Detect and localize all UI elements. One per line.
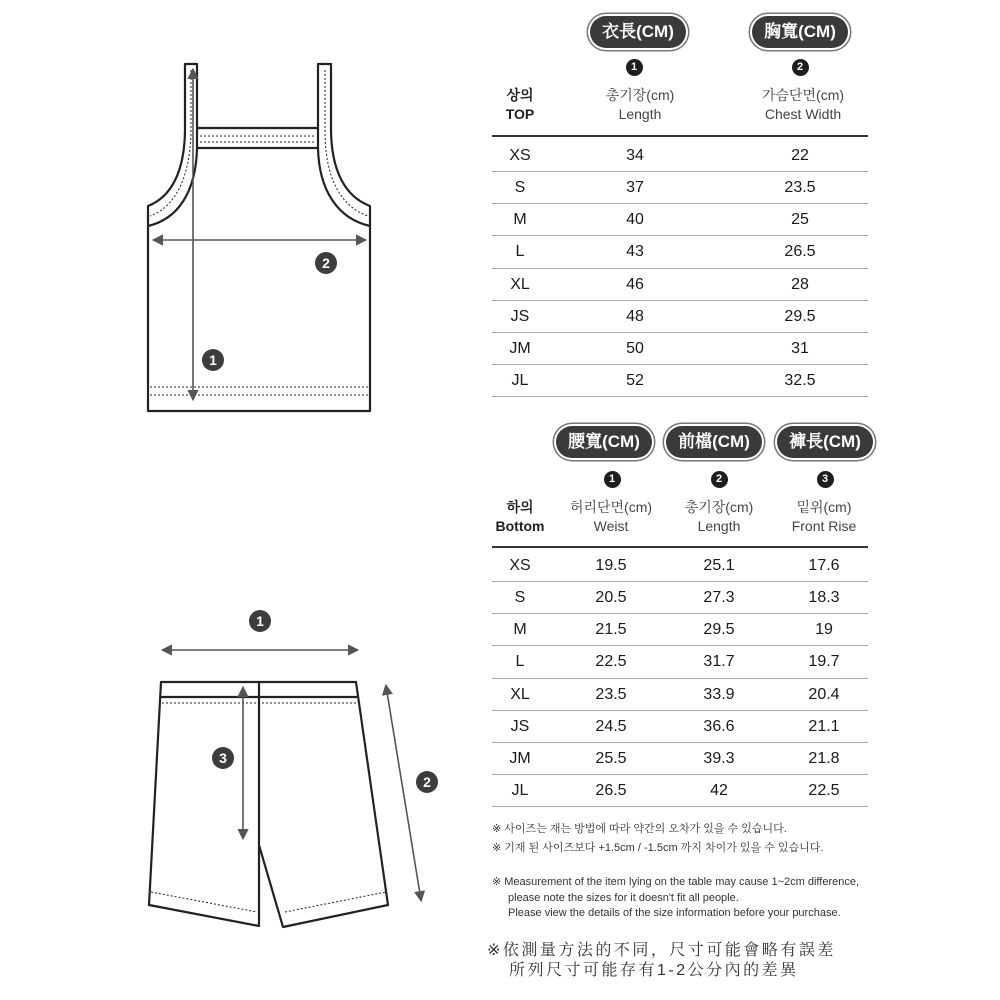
table-row [492,365,868,397]
column-label-en: Weist [593,518,629,534]
header-divider [492,135,868,137]
size-cell: M [513,621,527,639]
size-cell: JL [511,781,529,799]
column-label-ko: 밑위(cm) [796,499,852,515]
shorts-length-arrow [386,686,421,900]
value-cell: 17.6 [808,557,840,574]
top-stitching [150,70,368,395]
value-cell: 22.5 [595,653,627,671]
shorts-rise-marker [212,747,234,769]
header-marker: 1 [626,59,643,76]
shorts-outline [149,682,388,927]
rise-header-pill: 前檔(CM) [666,426,762,458]
value-cell: 21.5 [595,621,627,639]
value-cell: 23.5 [784,179,816,197]
size-cell: XS [509,557,531,574]
size-cell: JL [511,371,529,389]
value-cell: 19 [815,621,833,639]
column-header [764,498,884,536]
value-cell: 20.5 [595,589,627,607]
value-cell: 22 [791,147,809,164]
table-row [492,679,868,711]
table-row [492,140,868,172]
value-cell: 25 [791,211,809,229]
column-header [580,86,700,124]
value-cell: 19.7 [808,653,840,671]
value-cell: 24.5 [595,717,627,735]
value-cell: 21.8 [808,749,840,767]
table-row [492,582,868,614]
header-marker: 3 [817,471,834,488]
column-header [551,498,671,536]
marker-number: 3 [219,750,227,766]
size-cell: S [514,179,526,197]
size-cell: XS [509,147,531,164]
value-cell: 39.3 [703,749,735,767]
table-row [492,333,868,365]
table-row [492,711,868,743]
category-label-en: Bottom [495,518,545,534]
value-cell: 20.4 [808,685,840,703]
table-row [492,204,868,236]
header-marker: 1 [604,471,621,488]
size-cell: L [515,243,525,261]
value-cell: 21.1 [808,717,840,735]
waist-header-pill: 腰寬(CM) [556,426,652,458]
value-cell: 25.1 [703,557,735,574]
note-ko: ※ 기재 된 사이즈보다 +1.5cm / -1.5cm 까지 차이가 있을 수 있습니다. [492,842,824,854]
bottom-garment-drawing [149,682,388,927]
shorts-length-marker [416,771,438,793]
note-ko: ※ 사이즈는 재는 방법에 따라 약간의 오차가 있을 수 있습니다. [492,823,787,835]
table-row [492,775,868,807]
top-size-table [492,140,868,397]
header-marker: 2 [792,59,809,76]
column-label-en: Front Rise [791,518,857,534]
pants-length-header-pill: 褲長(CM) [777,426,873,458]
value-cell: 18.3 [808,589,840,607]
top-length-marker [202,349,224,371]
column-header [743,86,863,124]
value-cell: 31 [791,339,809,357]
size-cell: JM [509,749,531,767]
value-cell: 52 [626,371,644,389]
measurement-arrows [154,70,421,900]
column-label-ko: 총기장(cm) [684,499,754,515]
category-label-ko: 하의 [506,499,534,515]
column-label-ko: 허리단면(cm) [569,499,653,515]
size-cell: JM [509,339,531,357]
header-marker: 2 [711,471,728,488]
top-chest-header-pill: 胸寬(CM) [752,16,848,48]
value-cell: 33.9 [703,685,735,703]
value-cell: 34 [626,147,644,164]
column-label-en: Chest Width [764,106,842,122]
value-cell: 48 [626,307,644,325]
shorts-waist-marker [249,610,271,632]
table-row [492,646,868,678]
size-cell: L [515,653,525,671]
value-cell: 22.5 [808,781,840,799]
column-label-ko: 가슴단면(cm) [761,87,845,103]
garment-diagrams [0,0,480,1000]
marker-number: 1 [209,352,217,368]
value-cell: 42 [710,781,728,799]
size-cell: XL [510,685,530,703]
note-en: Please view the details of the size information before your purchase. [508,907,841,919]
size-cell: S [514,589,526,607]
value-cell: 26.5 [595,781,627,799]
category-label-ko: 상의 [506,87,534,103]
table-row [492,743,868,775]
size-cell: XL [510,275,530,293]
note-zh: 所列尺寸可能存有1-2公分內的差異 [509,962,799,979]
value-cell: 23.5 [595,685,627,703]
table-row [492,269,868,301]
value-cell: 40 [626,211,644,229]
value-cell: 46 [626,275,644,293]
table-row [492,236,868,268]
top-category-header [488,86,552,124]
top-length-header-pill: 衣長(CM) [590,16,686,48]
note-en: please note the sizes for it doesn't fit all people. [508,892,739,904]
value-cell: 32.5 [784,371,816,389]
value-cell: 29.5 [784,307,816,325]
value-cell: 50 [626,339,644,357]
column-header [659,498,779,536]
size-cell: M [513,211,527,229]
left-armhole-binding-line [148,128,197,226]
marker-number: 2 [322,255,330,271]
top-garment-drawing [148,64,370,411]
size-cell: JS [510,307,530,325]
table-row [492,614,868,646]
table-row [492,550,868,582]
table-row [492,301,868,333]
value-cell: 37 [626,179,644,197]
bottom-category-header [488,498,552,536]
note-en: ※ Measurement of the item lying on the table may cause 1~2cm difference, [492,876,860,888]
value-cell: 31.7 [703,653,735,671]
value-cell: 25.5 [595,749,627,767]
value-cell: 28 [791,275,809,293]
column-label-en: Length [697,518,741,534]
header-divider [492,546,868,548]
column-label-ko: 총기장(cm) [605,87,675,103]
table-row [492,172,868,204]
value-cell: 26.5 [784,243,816,261]
marker-number: 2 [423,774,431,790]
note-zh: ※依測量方法的不同，尺寸可能會略有誤差 [487,942,836,959]
value-cell: 36.6 [703,717,735,735]
category-label-en: TOP [505,106,535,122]
marker-number: 1 [256,613,264,629]
top-outline [148,64,370,411]
value-cell: 29.5 [703,621,735,639]
size-cell: JS [510,717,530,735]
value-cell: 27.3 [703,589,735,607]
bottom-size-table [492,550,868,807]
value-cell: 19.5 [595,557,627,574]
top-width-marker [315,252,337,274]
value-cell: 43 [626,243,644,261]
column-label-en: Length [618,106,662,122]
